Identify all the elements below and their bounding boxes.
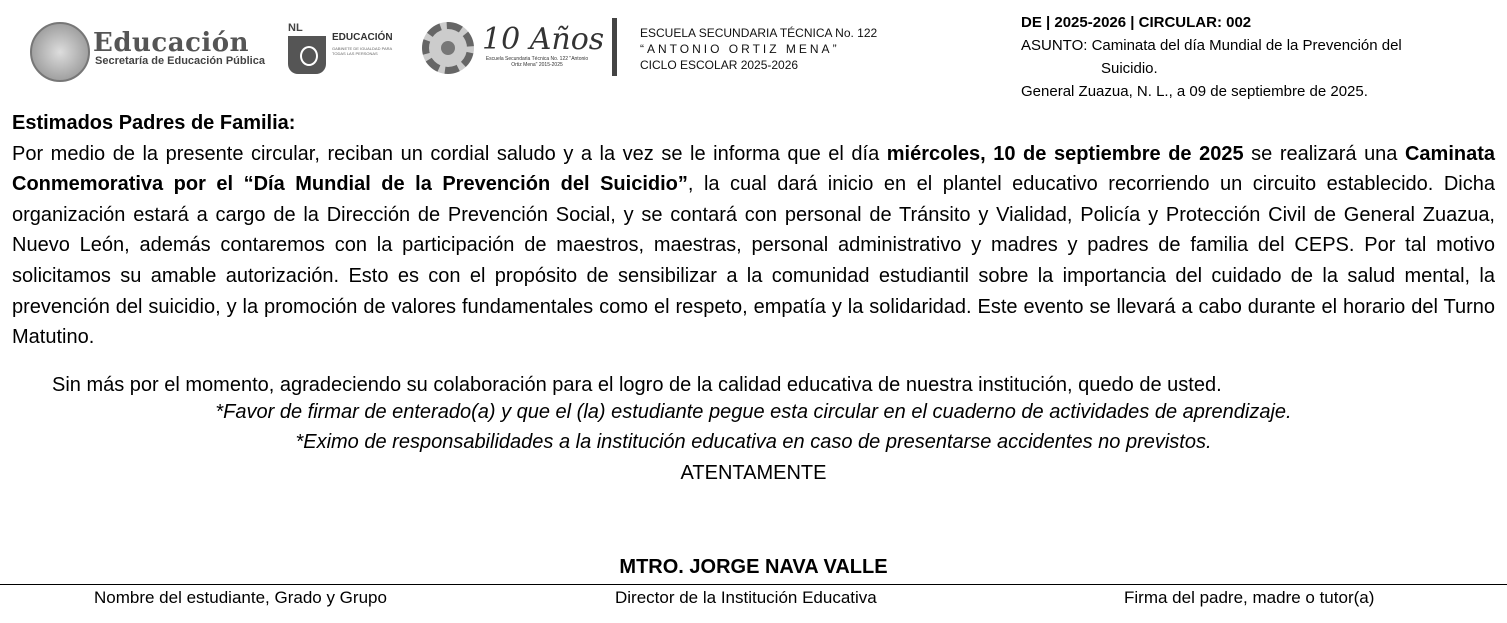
sep-title: Educación	[93, 28, 250, 58]
place-date: General Zuazua, N. L., a 09 de septiembre de 2025.	[1021, 83, 1368, 100]
circular-meta	[1021, 11, 1402, 103]
subject-label: ASUNTO:	[1021, 37, 1088, 54]
event-name: Caminata Conmemorativa por el “Día Mundial de la Prevención del Suicidio”	[12, 142, 1496, 196]
event-date: miércoles, 10 de septiembre de 2025	[886, 142, 1244, 165]
letter-body	[12, 108, 1495, 353]
nl-education-label: EDUCACIÓN	[332, 32, 393, 43]
p1-part-c: , la cual dará inicio en el plantel educativo recorriendo un circuito establecido. Dicha organización estará a cargo de la Dirección de Prevención Social, y se contará con personal de Tránsito y Vialidad, Policía y Protección Civil de General Zuazua, Nuevo León, además contaremos con la participación de maestros, maestras, personal administrativo y madres y padres de familia del CEPS. Por tal motivo solicitamos su amable autorización. Esto es con el propósito de sensibilizar a la comunidad estudiantil sobre la importancia del cuidado de la salud mental, la prevención del suicidio, y la promoción de valores fundamentales como el respeto, empatía y la solidaridad. Este evento se llevará a cabo durante el horario del Turno Matutino.	[12, 173, 1496, 349]
circular-reference: DE | 2025-2026 | CIRCULAR: 002	[1021, 14, 1252, 31]
nl-shield-logo	[288, 36, 326, 74]
nl-education-subtitle: GABINETE DE IGUALDAD PARA TODAS LAS PERSONAS	[332, 46, 392, 56]
attentively-label: ATENTAMENTE	[680, 462, 827, 484]
p1-part-a: Por medio de la presente circular, reciban un cordial saludo y a la vez se le informa que el día	[12, 142, 887, 165]
school-cycle: CICLO ESCOLAR 2025-2026	[640, 58, 799, 72]
sep-subtitle: Secretaría de Educación Pública	[95, 55, 265, 67]
signature-line	[0, 584, 1507, 585]
school-name: ESCUELA SECUNDARIA TÉCNICA No. 122	[640, 26, 878, 40]
p1-part-b: se realizará una	[1243, 142, 1405, 165]
school-info	[640, 25, 877, 73]
student-field-label: Nombre del estudiante, Grado y Grupo	[94, 588, 387, 607]
circular-subject	[1021, 34, 1402, 57]
subject-line-1: Caminata del día Mundial de la Prevención del	[1091, 37, 1402, 54]
sep-seal-logo	[30, 22, 90, 82]
nl-label: NL	[288, 22, 303, 34]
parent-signature-label: Firma del padre, madre o tutor(a)	[1124, 588, 1375, 607]
note-sign-acknowledgement: *Favor de firmar de enterado(a) y que el (la) estudiante pegue esta circular en el cuaderno de actividades de aprendizaje.	[215, 401, 1292, 423]
director-name: MTRO. JORGE NAVA VALLE	[619, 556, 888, 578]
anniversary-subtitle: Escuela Secundaria Técnica No. 122 "Antonio Ortiz Mena" 2015-2025	[485, 56, 589, 68]
note-liability-waiver: *Eximo de responsabilidades a la institución educativa en caso de presentarse accidentes no previstos.	[295, 431, 1212, 453]
school-gear-logo	[422, 22, 474, 74]
school-alias: “ANTONIO ORTIZ MENA”	[640, 42, 840, 56]
subject-line-2: Suicidio.	[1101, 60, 1158, 77]
main-paragraph	[12, 139, 1495, 353]
closing-sentence: Sin más por el momento, agradeciendo su colaboración para el logro de la calidad educativa de nuestra institución, quedo de usted.	[52, 374, 1222, 396]
header-divider	[612, 18, 617, 76]
greeting: Estimados Padres de Familia:	[12, 112, 296, 134]
anniversary-logo: 10 Años	[482, 22, 605, 57]
director-title-label: Director de la Institución Educativa	[615, 588, 877, 607]
